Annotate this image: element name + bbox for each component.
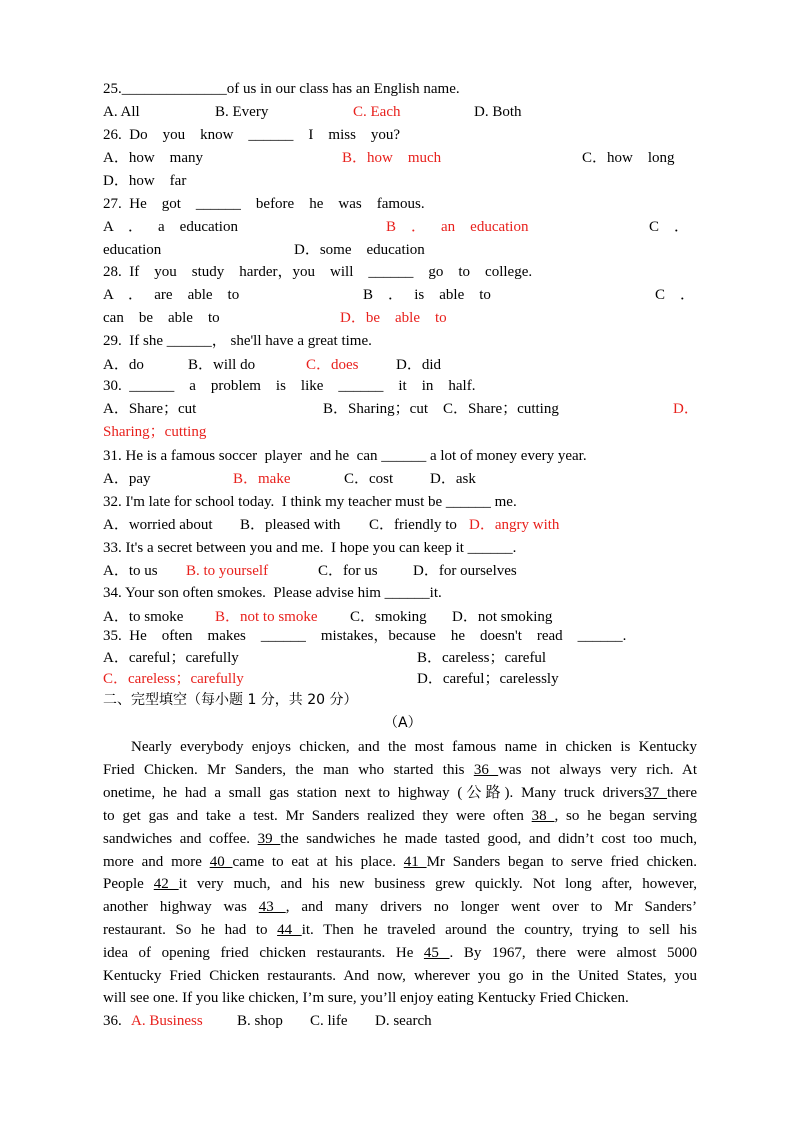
q36-option-c: C. life [310,1013,348,1029]
q25-option-d: D. Both [474,104,522,120]
q33-option-a: A．to us [103,563,158,579]
blank-37[interactable]: 37 [644,785,668,801]
q33-stem: 33. It's a secret between you and me. I hope you can keep it ______. [103,540,517,556]
q30-option-a: A．Share；cut [103,401,197,417]
passage-line-7: People 42 it very much, and his new business grew quickly. Not long after, however, [103,876,698,892]
q29-option-a: A．do [103,357,144,373]
q31-option-b-answer: B．make [233,471,291,487]
q31-option-a: A．pay [103,471,151,487]
q30-option-d-answer: D． [673,401,699,417]
q31-option-d: D．ask [430,471,476,487]
q28-option-b: B ． is able to [363,287,491,303]
passage-line-10: idea of opening fried chicken restaurants. He 45 . By 1967, there were almost 5000 [103,945,698,961]
q31-option-c: C．cost [344,471,394,487]
passage-line-11: Kentucky Fried Chicken restaurants. And now, wherever you go in the United States, you [103,968,697,984]
q29-stem: 29. If she ______， she'll have a great time. [103,333,372,349]
blank-38[interactable]: 38 [531,808,555,824]
q25-stem: 25.______________of us in our class has an English name. [103,81,460,97]
q36-option-a-answer: A. Business [131,1013,203,1029]
passage-line-6: more and more 40 came to eat at his place. 41 Mr Sanders began to serve fried chicken. [103,854,697,870]
q32-option-d-answer: D．angry with [469,517,560,533]
q30-option-b: B．Sharing；cut [323,401,428,417]
q36-option-d: D. search [375,1013,432,1029]
passage-line-4: to get gas and take a test. Mr Sanders realized they were often 38 , so he began serving [103,808,697,824]
q35-option-a: A．careful；carefully [103,650,239,666]
q26-option-a: A．how many [103,150,203,166]
q28-option-a: A ． are able to [103,287,240,303]
q28-option-d-answer: D．be able to [340,310,447,326]
q32-option-b: B．pleased with [240,517,341,533]
passage-line-9: restaurant. So he had to 44 it. Then he traveled around the country, trying to sell his [103,922,697,938]
passage-line-1: Nearly everybody enjoys chicken, and the most famous name in chicken is Kentucky [131,739,697,755]
blank-42[interactable]: 42 [153,876,179,892]
q29-option-c-answer: C．does [306,357,359,373]
q32-stem: 32. I'm late for school today. I think my teacher must be ______ me. [103,494,517,510]
passage-line-5: sandwiches and coffee. 39 the sandwiches he made tasted good, and didn’t cost too much, [103,831,698,847]
section-heading: 二、完型填空（每小题 1 分，共 20 分） [103,692,358,708]
blank-45[interactable]: 45 [423,945,450,961]
q27-option-a: A ． a education [103,219,238,235]
blank-43[interactable]: 43 [258,899,286,915]
q35-option-b: B．careless；careful [417,650,547,666]
q25-option-a: A. All [103,104,140,120]
blank-40[interactable]: 40 [209,854,233,870]
q27-option-d: D．some education [294,242,425,258]
q33-option-d: D．for ourselves [413,563,517,579]
q35-option-d: D．careful；carelessly [417,671,559,687]
q32-option-c: C．friendly to [369,517,457,533]
q27-option-c: C ． [649,219,690,235]
q30-option-d-answer-cont: Sharing；cutting [103,424,207,440]
q28-option-c-cont: can be able to [103,310,220,326]
q31-stem: 31. He is a famous soccer player and he can ______ a lot of money every year. [103,448,587,464]
q34-stem: 34. Your son often smokes. Please advise him ______it. [103,585,442,601]
q34-option-b-answer: B．not to smoke [215,609,318,625]
q34-option-c: C．smoking [350,609,427,625]
q29-option-b: B．will do [188,357,256,373]
q25-option-b: B. Every [215,104,269,120]
q26-stem: 26. Do you know ______ I miss you? [103,127,401,143]
q30-option-c: C．Share；cutting [443,401,559,417]
q32-option-a: A．worried about [103,517,213,533]
blank-36[interactable]: 36 [473,762,499,778]
q36-option-b: B. shop [237,1013,283,1029]
blank-41[interactable]: 41 [403,854,427,870]
passage-line-3: onetime, he had a small gas station next to highway (公路). Many truck drivers37 there [103,785,698,801]
blank-39[interactable]: 39 [257,831,281,847]
q27-stem: 27. He got ______ before he was famous. [103,196,425,212]
q30-stem: 30. ______ a problem is like ______ it in half. [103,378,476,394]
q34-option-d: D．not smoking [452,609,553,625]
q27-option-b-answer: B ． an education [386,219,529,235]
q28-option-c: C ． [655,287,696,303]
q35-stem: 35. He often makes ______ mistakes，because he doesn't read ______. [103,628,627,644]
q26-option-d: D．how far [103,173,187,189]
q26-option-b-answer: B．how much [342,150,442,166]
q25-option-c-answer: C. Each [353,104,401,120]
part-label: （A） [384,715,422,731]
q33-option-b-answer: B. to yourself [186,563,269,579]
q35-option-c-answer: C．careless；carefully [103,671,244,687]
q29-option-d: D．did [396,357,442,373]
q33-option-c: C．for us [318,563,378,579]
passage-line-2: Fried Chicken. Mr Sanders, the man who started this 36 was not always very rich. At [103,762,697,778]
q26-option-c: C．how long [582,150,675,166]
passage-line-12: will see one. If you like chicken, I’m sure, you’ll enjoy eating Kentucky Fried Chicken. [103,990,629,1006]
q27-option-c-cont: education [103,242,162,258]
blank-44[interactable]: 44 [277,922,302,938]
q28-stem: 28. If you study harder，you will ______ go to college. [103,264,533,280]
passage-line-8: another highway was 43 , and many drivers no longer went over to Mr Sanders’ [103,899,698,915]
q36-number: 36. [103,1013,122,1029]
q34-option-a: A．to smoke [103,609,184,625]
